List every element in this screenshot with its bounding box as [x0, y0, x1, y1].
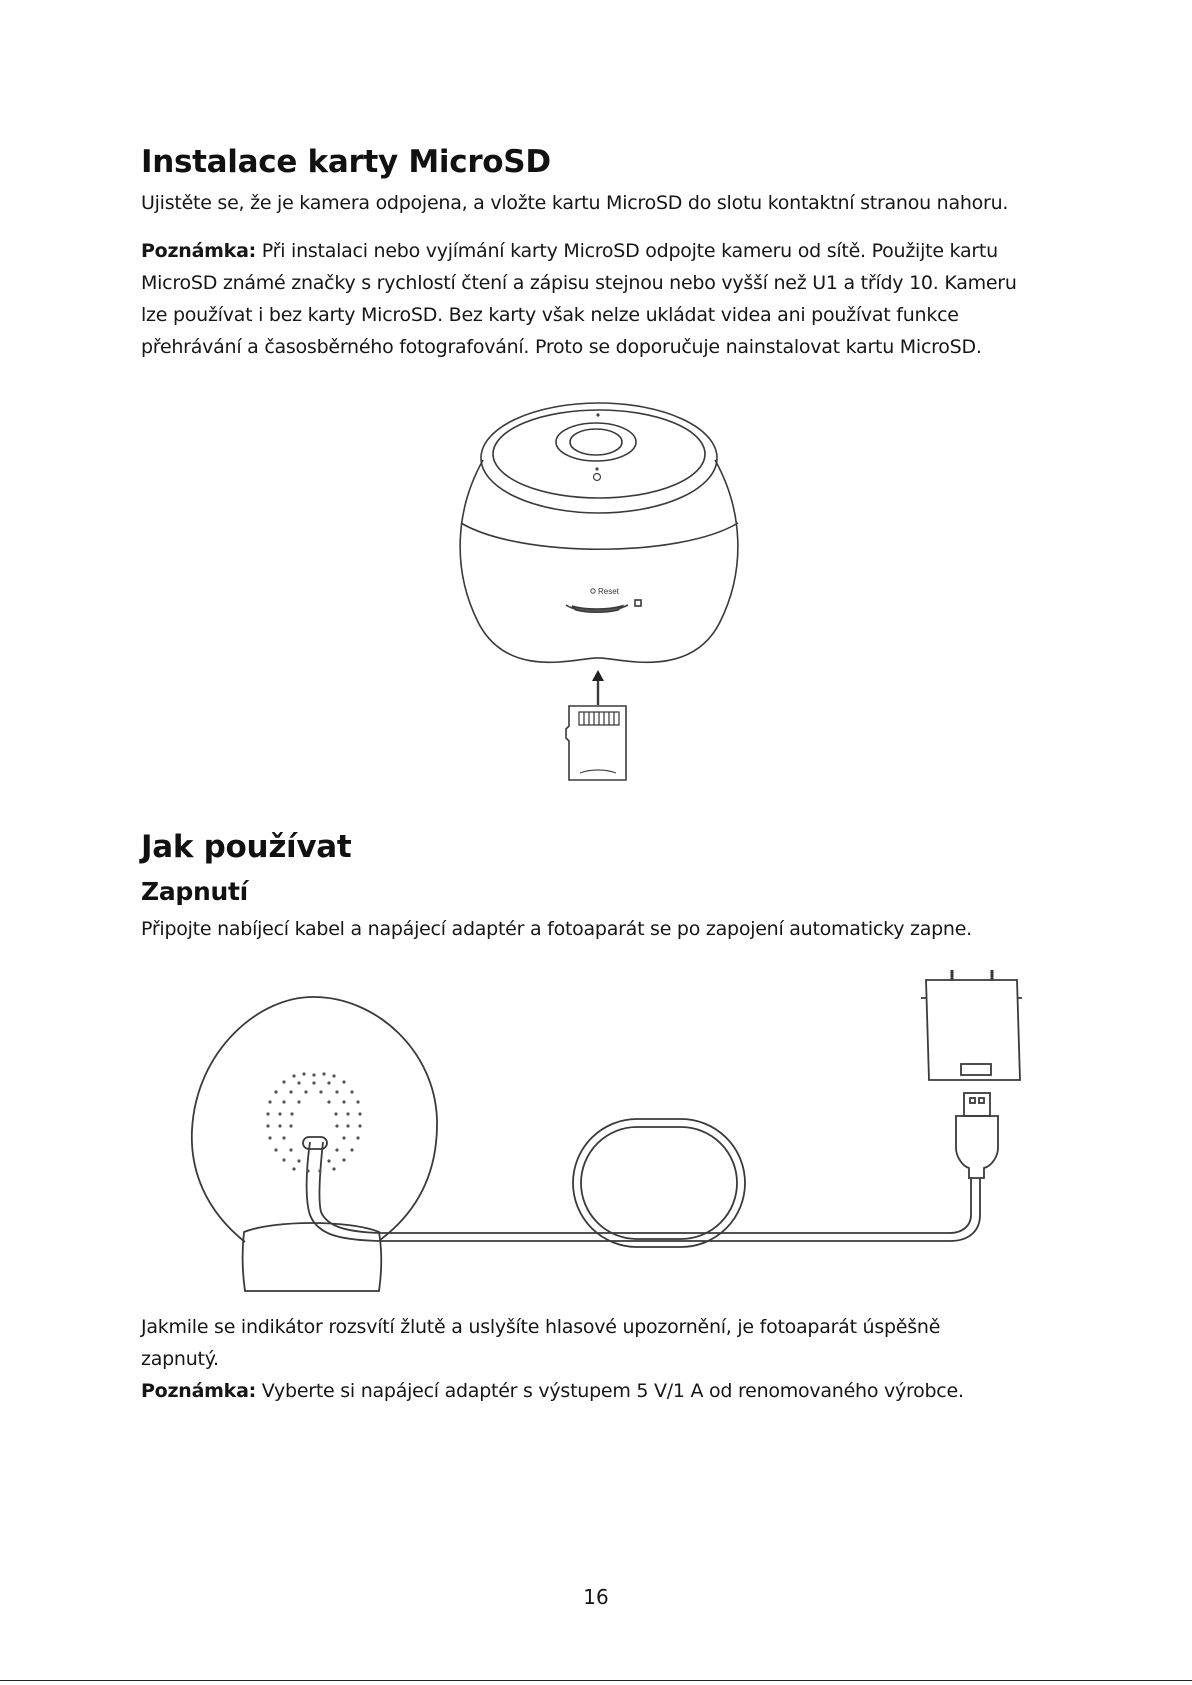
microsd-slot-opening	[572, 606, 622, 612]
usb-plug-tip	[964, 1093, 990, 1116]
cable-coil-inner	[581, 1127, 737, 1239]
camera-back-outline	[192, 997, 437, 1242]
adapter-usb-port	[961, 1064, 991, 1075]
lid-indicator-dot	[596, 413, 599, 416]
usb-cable-edge	[320, 1142, 971, 1233]
note-text: Vyberte si napájecí adaptér s výstupem 5 V/1 A od renomovaného výrobce.	[256, 1380, 964, 1402]
camera-body-outline	[460, 460, 738, 662]
microsd-card-grip	[580, 770, 616, 773]
note-label: Poznámka:	[141, 240, 256, 262]
reset-hole-icon	[591, 589, 595, 593]
microsd-note	[141, 235, 1056, 363]
microsd-intro-text: Ujistěte se, že je kamera odpojena, a vložte kartu MicroSD do slotu kontaktní stranou nahoru.	[141, 192, 1009, 214]
camera-base	[243, 1223, 382, 1291]
power-on-intro-text: Připojte nabíjecí kabel a napájecí adaptér a fotoaparát se po zapojení automaticky zapne.	[141, 918, 972, 940]
subsection-title-power-on: Zapnutí	[141, 877, 248, 906]
note-line-2: MicroSD známé značky s rychlostí čtení a zápisu stejnou nebo vyšší než U1 a třídy 10. Kameru	[141, 272, 1017, 294]
lid-indicator-dot	[595, 467, 598, 470]
insert-arrow-head	[592, 670, 604, 681]
page-number: 16	[583, 1585, 609, 1609]
speaker-grille	[266, 1072, 361, 1172]
camera-lens	[570, 429, 622, 455]
note-line-3: lze používat i bez karty MicroSD. Bez karty však nelze ukládat videa ani používat funkce	[141, 304, 959, 326]
camera-band-line	[461, 523, 738, 549]
section-title-how-to-use: Jak používat	[141, 829, 352, 865]
power-adapter-note	[141, 1375, 1056, 1407]
slot-side-mark	[635, 600, 641, 606]
power-on-status-text	[141, 1311, 1056, 1375]
microsd-insert-illustration	[450, 400, 750, 792]
section-title-microsd: Instalace karty MicroSD	[141, 144, 551, 180]
power-connection-illustration	[180, 970, 1030, 1300]
camera-lid-outer	[481, 403, 717, 513]
note-line-4: přehrávání a časosběrného fotografování. Proto se doporučuje nainstalovat kartu MicroSD.	[141, 336, 982, 358]
status-line-1: Jakmile se indikátor rozsvítí žlutě a uslyšíte hlasové upozornění, je fotoaparát úspěšně	[141, 1316, 941, 1338]
page-bottom-rule	[0, 1680, 1192, 1681]
note-line-1: Při instalaci nebo vyjímání karty MicroSD odpojte kameru od sítě. Použijte kartu	[261, 240, 998, 262]
microsd-card-icon	[566, 706, 626, 780]
power-adapter	[926, 980, 1020, 1080]
usb-plug	[956, 1116, 998, 1178]
usb-cable	[307, 1142, 980, 1241]
mic-icon	[594, 474, 601, 481]
reset-label: Reset	[598, 587, 619, 596]
note-label: Poznámka:	[141, 1380, 256, 1402]
cable-coil	[573, 1119, 745, 1247]
status-line-2: zapnutý.	[141, 1348, 219, 1370]
